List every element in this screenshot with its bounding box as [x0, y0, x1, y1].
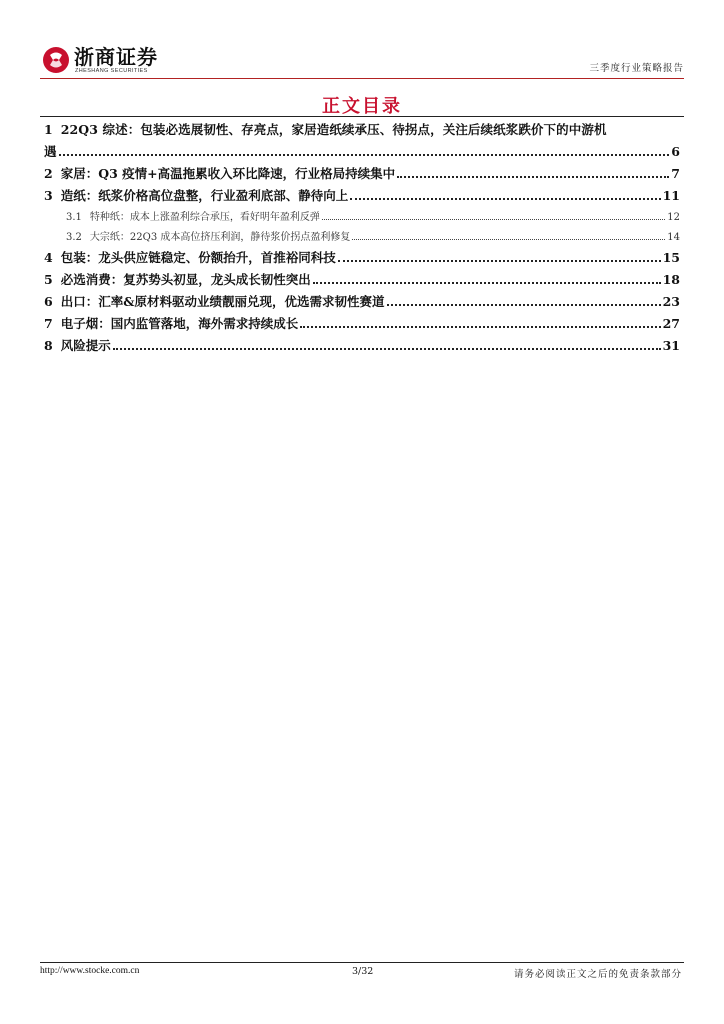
toc-title-divider	[40, 116, 684, 117]
toc-entry-title: 必选消费：复苏势头初显，龙头成长韧性突出	[60, 272, 311, 287]
report-type-label: 三季度行业策略报告	[589, 63, 684, 74]
company-logo	[40, 44, 200, 78]
toc-entry-1[interactable]	[40, 120, 680, 164]
toc-entry-title: 风险提示	[60, 338, 111, 353]
toc-entry-7[interactable]	[40, 314, 680, 336]
toc-entry-3[interactable]	[40, 186, 680, 208]
toc-entry-page: 11	[662, 188, 680, 203]
toc-entry-number: 7	[44, 316, 53, 331]
toc-entry-number: 3.2	[66, 232, 82, 243]
toc-entry-page: 31	[662, 338, 680, 353]
toc-entry-page: 12	[667, 212, 680, 223]
toc-entry-number: 3.1	[66, 212, 82, 223]
toc-entry-number: 1	[44, 122, 53, 137]
table-of-contents	[40, 120, 680, 358]
toc-leader-dots	[300, 326, 660, 328]
toc-entry-title: 造纸：纸浆价格高位盘整，行业盈利底部、静待向上	[60, 188, 349, 203]
toc-entry-2[interactable]	[40, 164, 680, 186]
toc-entry-page: 15	[662, 250, 680, 265]
toc-entry-3-1[interactable]	[40, 208, 680, 228]
toc-entry-page: 18	[662, 272, 680, 287]
footer-divider	[40, 962, 684, 963]
toc-leader-dots	[113, 348, 661, 350]
header-divider	[40, 78, 684, 79]
toc-leader-dots	[313, 282, 661, 284]
toc-entry-title-continued: 遇	[44, 144, 57, 159]
toc-entry-number: 4	[44, 250, 53, 265]
page-header	[40, 44, 684, 78]
toc-leader-dots	[352, 239, 665, 240]
toc-entry-number: 8	[44, 338, 53, 353]
footer-disclaimer: 请务必阅读正文之后的免责条款部分	[513, 969, 682, 980]
footer-website-link[interactable]: http://www.stocke.com.cn	[40, 966, 140, 976]
toc-leader-dots	[322, 219, 665, 220]
toc-entry-number: 3	[44, 188, 53, 203]
toc-entry-page: 6	[671, 144, 680, 159]
toc-entry-title: 出口：汇率&原材料驱动业绩靓丽兑现，优选需求韧性赛道	[60, 294, 385, 309]
toc-entry-3-2[interactable]	[40, 228, 680, 248]
toc-entry-4[interactable]	[40, 248, 680, 270]
toc-leader-dots	[350, 198, 660, 200]
logo-mark-icon	[42, 46, 70, 74]
footer-page-number: 3/32	[352, 966, 374, 977]
toc-leader-dots	[397, 176, 669, 178]
toc-entry-title: 22Q3 综述：包装必选展韧性、存亮点，家居造纸续承压、待拐点，关注后续纸浆跌价下的中游机	[60, 122, 607, 137]
toc-entry-title: 家居：Q3 疫情+高温拖累收入环比降速，行业格局持续集中	[60, 166, 396, 181]
logo-english-name: ZHESHANG SECURITIES	[75, 68, 148, 74]
toc-entry-5[interactable]	[40, 270, 680, 292]
toc-entry-8[interactable]	[40, 336, 680, 358]
toc-leader-dots	[338, 260, 661, 262]
logo-chinese-name: 浙商证券	[74, 45, 158, 69]
toc-entry-page: 14	[667, 232, 680, 243]
toc-entry-page: 27	[662, 316, 680, 331]
toc-entry-6[interactable]	[40, 292, 680, 314]
toc-entry-number: 2	[44, 166, 53, 181]
toc-entry-title: 电子烟：国内监管落地，海外需求持续成长	[60, 316, 299, 331]
toc-entry-title: 大宗纸：22Q3 成本高位挤压利润，静待浆价拐点盈利修复	[89, 232, 351, 243]
toc-title: 正文目录	[322, 96, 402, 117]
toc-entry-title: 特种纸：成本上涨盈利综合承压，看好明年盈利反弹	[89, 212, 320, 223]
toc-entry-number: 6	[44, 294, 53, 309]
toc-entry-page: 23	[662, 294, 680, 309]
toc-entry-page: 7	[671, 166, 680, 181]
toc-leader-dots	[59, 154, 670, 156]
toc-leader-dots	[387, 304, 661, 306]
toc-entry-title: 包装：龙头供应链稳定、份额抬升，首推裕同科技	[60, 250, 336, 265]
toc-entry-number: 5	[44, 272, 53, 287]
